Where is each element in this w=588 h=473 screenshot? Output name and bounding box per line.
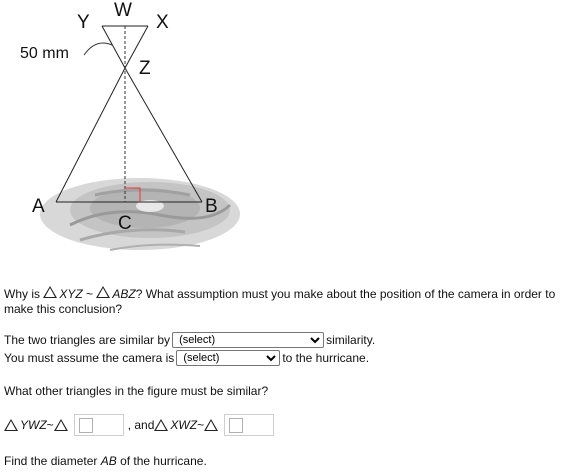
distance-label: 50 mm [20,45,69,62]
label-x: X [156,12,169,33]
answer-sim-1: ~ [46,418,54,432]
assumption-row [4,350,369,366]
q3-prefix: Find the diameter [4,454,101,468]
answer-and: , and [127,418,155,432]
answer-sim-2: ~ [197,418,205,432]
triangle-symbol-icon [204,419,218,431]
label-z: Z [139,58,151,79]
label-a: A [32,196,45,217]
label-b: B [205,196,218,217]
triangle-symbol-icon [4,419,18,431]
similarity-prefix: The two triangles are similar by [4,333,171,347]
answer-input-1[interactable] [74,414,124,436]
q1-sim: ~ [82,287,97,301]
answer-tri-2: XWZ [170,418,198,432]
triangle-symbol-icon [96,286,110,298]
label-w: W [114,0,132,21]
answer-tri-1: YWZ [20,418,47,432]
triangle-symbol-icon [54,419,68,431]
assumption-suffix: to the hurricane. [282,351,370,365]
label-y: Y [77,12,90,33]
question-other-triangles: What other triangles in the figure must be similar? [4,384,269,398]
similarity-suffix: similarity. [326,333,376,347]
question-why-similar [4,286,586,317]
answer-row [4,414,278,436]
answer-input-2[interactable] [224,414,274,436]
input-placeholder-box [79,418,93,433]
distance-pointer [84,43,112,55]
q1-triangle-1: XYZ [59,287,83,301]
q1-triangle-2: ABZ [112,287,136,301]
similarity-select[interactable] [172,332,324,348]
assumption-prefix: You must assume the camera is [4,351,175,365]
q1-suffix: ? What assumption must you make about the position of the camera in order to make this conclusion? [4,287,556,316]
assumption-select[interactable] [176,350,280,366]
input-placeholder-box [229,418,243,433]
q3-suffix: of the hurricane. [116,454,207,468]
question-find-diameter [4,454,207,469]
q3-segment: AB [100,454,117,468]
triangle-symbol-icon [154,419,168,431]
triangle-symbol-icon [43,286,57,298]
label-c: C [118,213,132,234]
similarity-row [4,332,375,348]
q1-prefix: Why is [4,287,44,301]
